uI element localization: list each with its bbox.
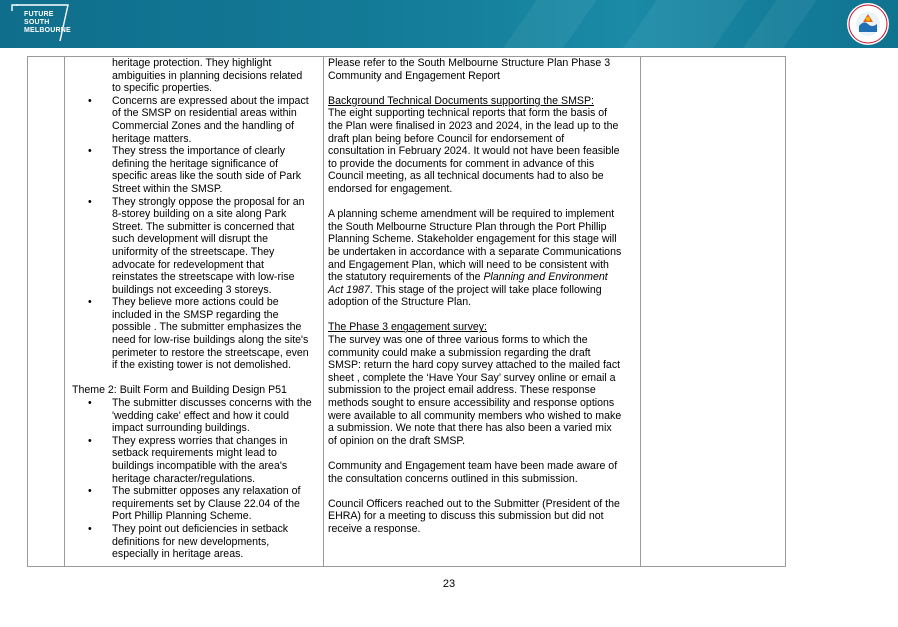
section-heading-background: Background Technical Documents supporting the SMSP: [328,94,594,107]
header-banner [0,0,898,48]
bullet-item [70,397,320,435]
text-line: perimeter to restore the streetscape, even [112,346,309,359]
text-line: endorsed for engagement. [328,182,453,195]
text-line: to specific properties. [112,82,213,95]
logo-line-1: FUTURE [24,11,54,18]
text-line: They express worries that changes in [112,434,288,447]
text-line: to provide the documents for comment in advance of this [328,157,595,170]
text-line: the consultation concerns outlined in this submission. [328,472,578,485]
bullet-item [70,95,320,145]
submission-summary-cell [70,57,320,561]
bullet-item [70,435,320,485]
text-line: community could make a submission regarding the draft [328,346,591,359]
text-line: Port Phillip Planning Scheme. [112,510,252,523]
text-line: definitions for new developments, [112,535,270,548]
text-line: Community and Engagement Report [328,69,500,82]
bullet-list-theme-2 [70,397,320,561]
text-line: ambiguities in planning decisions related [112,69,303,82]
text-line: The survey was one of three various forms to which the [328,334,588,347]
bullet-list-theme-1 [70,95,320,372]
paragraph-amendment [328,208,636,271]
text-line: and Engagement Plan, which will need to be consistent with [328,258,609,271]
text-line: A planning scheme amendment will be required to implement [328,208,615,221]
text-line: heritage protection. They highlight [112,57,272,69]
section-heading-survey: The Phase 3 engagement survey: [328,321,488,334]
text-line: The submitter discusses concerns with the [112,397,312,410]
text-line: a submission. We note that there has also been a varied mix [328,422,612,435]
text-line: SMSP: return the hard copy survey attached to the mailed fact [328,359,621,372]
text-line: specific areas like the south side of Park [112,170,302,183]
text-line: Please refer to the South Melbourne Structure Plan Phase 3 [328,57,611,69]
text-line: 'wedding cake' effect and how it could [112,409,289,422]
text-line: the South Melbourne Structure Plan through the Port Phillip [328,220,607,233]
bullet-icon: • [88,94,92,107]
submission-table [27,56,786,567]
text-line: of opinion on the draft SMSP. [328,434,466,447]
text-line: reinstates the streetscape with low-rise [112,271,295,284]
bullet-item [70,485,320,523]
bullet-icon: • [88,195,92,208]
bullet-item [70,145,320,195]
text-line: adoption of the Structure Plan. [328,296,472,309]
text-line: They believe more actions could be [112,296,279,309]
column-divider-1 [64,57,65,566]
text-line: advocate for redevelopment that [112,258,264,271]
bullet-item [70,296,320,372]
text-line: the Plan were finalised in 2023 and 2024, in the lead up to the [328,119,619,132]
bullet-icon: • [88,296,92,309]
text-line: 8-storey building on a site along Park [112,208,287,221]
text-line: heritage character/regulations. [112,472,256,485]
logo-line-3: MELBOURNE [24,27,71,34]
text-line: buildings incompatible with the area's [112,460,288,472]
text-line: draft plan being before Council for endorsement of [328,132,565,145]
bullet-icon: • [88,522,92,535]
text-line: included in the SMSP regarding the [112,308,279,321]
text-line: requirements set by Clause 22.04 of the [112,497,300,510]
text-line: of the SMSP on residential areas within [112,107,297,120]
text-line: The eight supporting technical reports that form the basis of [328,107,608,120]
text-line: Council meeting, as all technical documents had to also be [328,170,604,183]
city-of-port-phillip-seal [846,2,890,46]
column-divider-2 [323,57,324,566]
text-line: possible . The submitter emphasizes the [112,321,302,334]
intro-text [70,57,320,95]
paragraph-council-officers [328,498,636,536]
bullet-icon: • [88,397,92,410]
text-line: need for low-rise buildings along the site's [112,334,309,347]
text-line: heritage matters. [112,132,192,145]
future-south-melbourne-logo [10,3,74,43]
text-line: Street. The submitter is concerned that [112,220,295,233]
text-line: The submitter opposes any relaxation of [112,485,301,498]
text-line: impact surrounding buildings. [112,422,250,435]
text-line: Council Officers reached out to the Submitter (President of the [328,497,620,510]
column-divider-3 [640,57,641,566]
text-line: the statutory requirements of the Planning and Environment [328,271,608,284]
bullet-icon: • [88,434,92,447]
paragraph-survey [328,334,636,447]
text-line: Act 1987. This stage of the project will take place following [328,283,602,296]
text-line: They point out deficiencies in setback [112,522,289,535]
text-line: especially in heritage areas. [112,548,244,561]
theme-2-heading: Theme 2: Built Form and Building Design P51 [72,384,287,397]
text-line: Concerns are expressed about the impact [112,94,309,107]
text-line: They strongly oppose the proposal for an [112,195,305,208]
text-line: buildings not exceeding 3 storeys. [112,283,272,296]
text-line: sheet , complete the ‘Have Your Say’ survey online or email a [328,371,616,384]
text-line: Community and Engagement team have been made aware of [328,460,618,472]
text-line: defining the heritage significance of [112,157,279,170]
text-line: submission to the project email address. These response [328,384,596,397]
text-line: Street within the SMSP. [112,182,223,195]
paragraph-engagement-team [328,460,636,485]
text-line: uniformity of the streetscape. They [112,245,275,258]
page-number: 23 [442,578,456,590]
officer-response-cell [328,57,636,536]
text-line: EHRA) for a meeting to discuss this submission but did not [328,510,604,523]
text-line: Commercial Zones and the handling of [112,119,294,132]
text-line: methods sought to ensure accessibility and response options [328,397,615,410]
bullet-item [70,196,320,297]
text-line: were available to all community members who wished to make [328,409,622,422]
bullet-item [70,523,320,561]
paragraph-background [328,107,636,195]
text-line: Planning Scheme. Stakeholder engagement for this stage will [328,233,617,246]
text-line: consultation in February 2024. It would not have been feasible [328,145,620,158]
text-line: be undertaken in accordance with a separate Communications [328,245,622,258]
bullet-icon: • [88,145,92,158]
text-line: receive a response. [328,522,421,535]
text-line: if the existing tower is not demolished. [112,359,292,372]
bullet-icon: • [88,485,92,498]
text-line: such development will disrupt the [112,233,269,246]
logo-line-2: SOUTH [24,19,50,26]
text-line: setback requirements might lead to [112,447,277,460]
text-line: They stress the importance of clearly [112,145,286,158]
